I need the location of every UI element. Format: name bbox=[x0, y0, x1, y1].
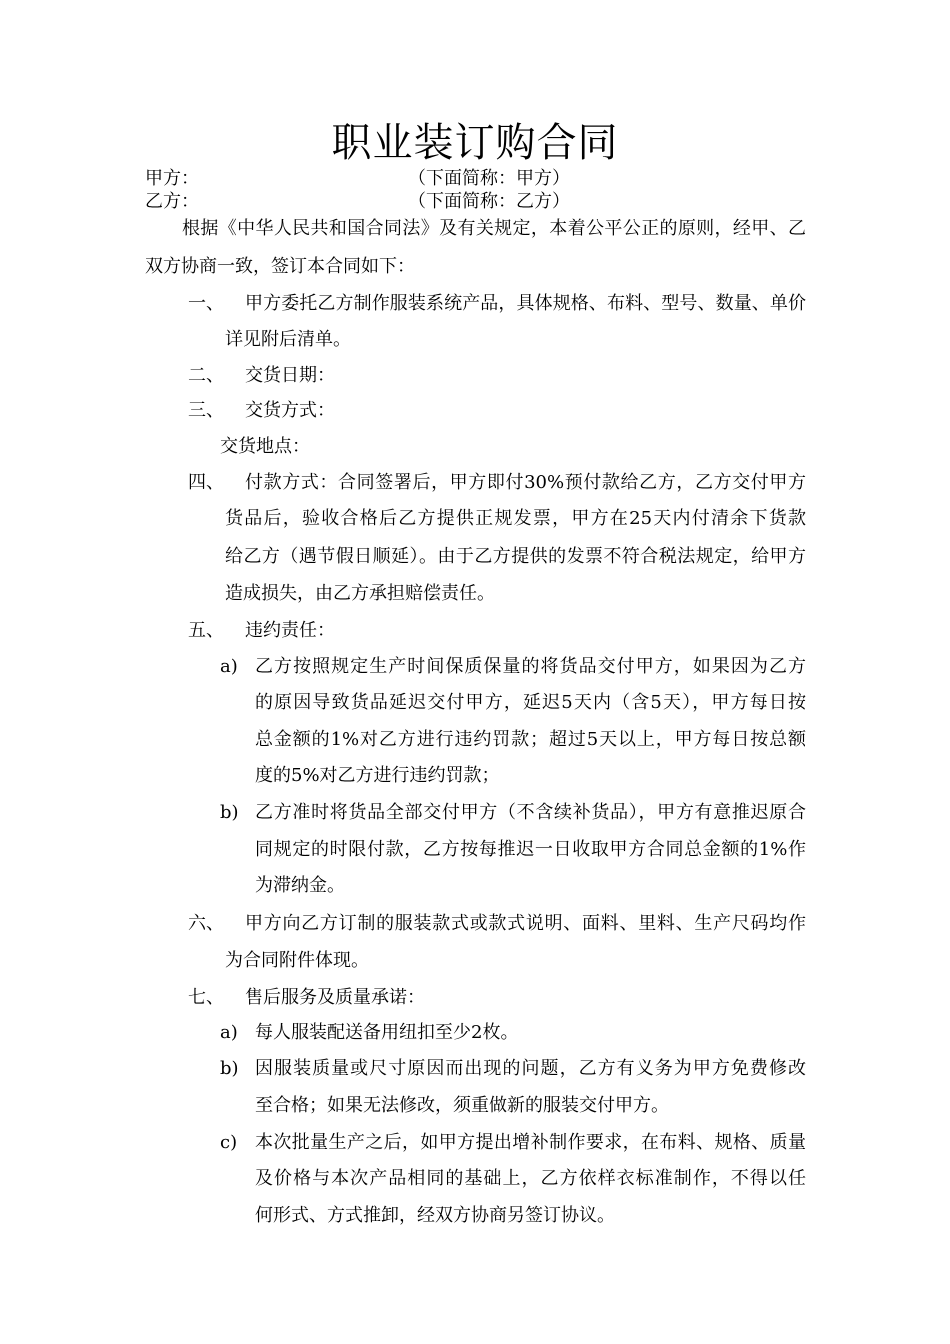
clause-number: 一、 bbox=[188, 293, 224, 314]
item-marker: c) bbox=[220, 1132, 238, 1153]
item-marker: a) bbox=[220, 1022, 238, 1043]
item-line: 的原因导致货品延迟交付甲方，延迟5天内（含5天），甲方每日按 bbox=[255, 692, 806, 713]
item-line: 每人服装配送备用纽扣至少2枚。 bbox=[255, 1022, 519, 1043]
clause-line: 甲方向乙方订制的服装款式或款式说明、面料、里料、生产尺码均作 bbox=[245, 913, 806, 934]
clause-line: 货品后，验收合格后乙方提供正规发票，甲方在25天内付清余下货款 bbox=[225, 508, 806, 529]
item-line: 度的5%对乙方进行违约罚款； bbox=[255, 765, 500, 786]
clause-number: 二、 bbox=[188, 365, 224, 386]
item-line: 因服装质量或尺寸原因而出现的问题，乙方有义务为甲方免费修改 bbox=[255, 1058, 806, 1079]
item-line: 乙方按照规定生产时间保质保量的将货品交付甲方，如果因为乙方 bbox=[255, 656, 806, 677]
clause-number: 六、 bbox=[188, 913, 224, 934]
clause-line: 详见附后清单。 bbox=[225, 329, 351, 350]
item-line: 本次批量生产之后，如甲方提出增补制作要求，在布料、规格、质量 bbox=[255, 1132, 806, 1153]
clause-line: 交货日期： bbox=[245, 365, 335, 386]
clause-number: 五、 bbox=[188, 620, 224, 641]
item-line: 乙方准时将货品全部交付甲方（不含续补货品），甲方有意推迟原合 bbox=[255, 802, 806, 823]
party-a-note: （下面简称：甲方） bbox=[408, 168, 570, 189]
preamble-line: 双方协商一致，签订本合同如下： bbox=[145, 256, 415, 277]
item-line: 及价格与本次产品相同的基础上，乙方依样衣标准制作，不得以任 bbox=[255, 1168, 806, 1189]
clause-line: 交货地点： bbox=[220, 436, 310, 457]
item-line: 何形式、方式推卸，经双方协商另签订协议。 bbox=[255, 1205, 615, 1226]
clause-line: 交货方式： bbox=[245, 400, 335, 421]
item-line: 同规定的时限付款，乙方按每推迟一日收取甲方合同总金额的1%作 bbox=[255, 839, 806, 860]
clause-line: 甲方委托乙方制作服装系统产品，具体规格、布料、型号、数量、单价 bbox=[245, 293, 806, 314]
item-marker: a) bbox=[220, 656, 238, 677]
item-marker: b) bbox=[220, 802, 239, 823]
item-marker: b) bbox=[220, 1058, 239, 1079]
clause-line: 为合同附件体现。 bbox=[225, 950, 369, 971]
item-line: 至合格；如果无法修改，须重做新的服装交付甲方。 bbox=[255, 1095, 669, 1116]
document-title: 职业装订购合同 bbox=[331, 120, 619, 166]
party-b-note: （下面简称：乙方） bbox=[408, 191, 570, 212]
item-line: 总金额的1%对乙方进行违约罚款；超过5天以上，甲方每日按总额 bbox=[255, 729, 806, 750]
clause-line: 付款方式：合同签署后，甲方即付30%预付款给乙方，乙方交付甲方 bbox=[245, 472, 806, 493]
clause-number: 四、 bbox=[188, 472, 224, 493]
clause-line: 造成损失，由乙方承担赔偿责任。 bbox=[225, 583, 495, 604]
preamble-line: 根据《中华人民共和国合同法》及有关规定，本着公平公正的原则，经甲、乙 bbox=[182, 218, 806, 239]
clause-number: 七、 bbox=[188, 987, 224, 1008]
clause-number: 三、 bbox=[188, 400, 224, 421]
clause-line: 售后服务及质量承诺： bbox=[245, 987, 425, 1008]
clause-line: 给乙方（遇节假日顺延）。由于乙方提供的发票不符合税法规定，给甲方 bbox=[225, 546, 806, 567]
party-a-label: 甲方： bbox=[145, 168, 199, 189]
item-line: 为滞纳金。 bbox=[255, 875, 345, 896]
clause-line: 违约责任： bbox=[245, 620, 335, 641]
party-b-label: 乙方： bbox=[145, 191, 199, 212]
